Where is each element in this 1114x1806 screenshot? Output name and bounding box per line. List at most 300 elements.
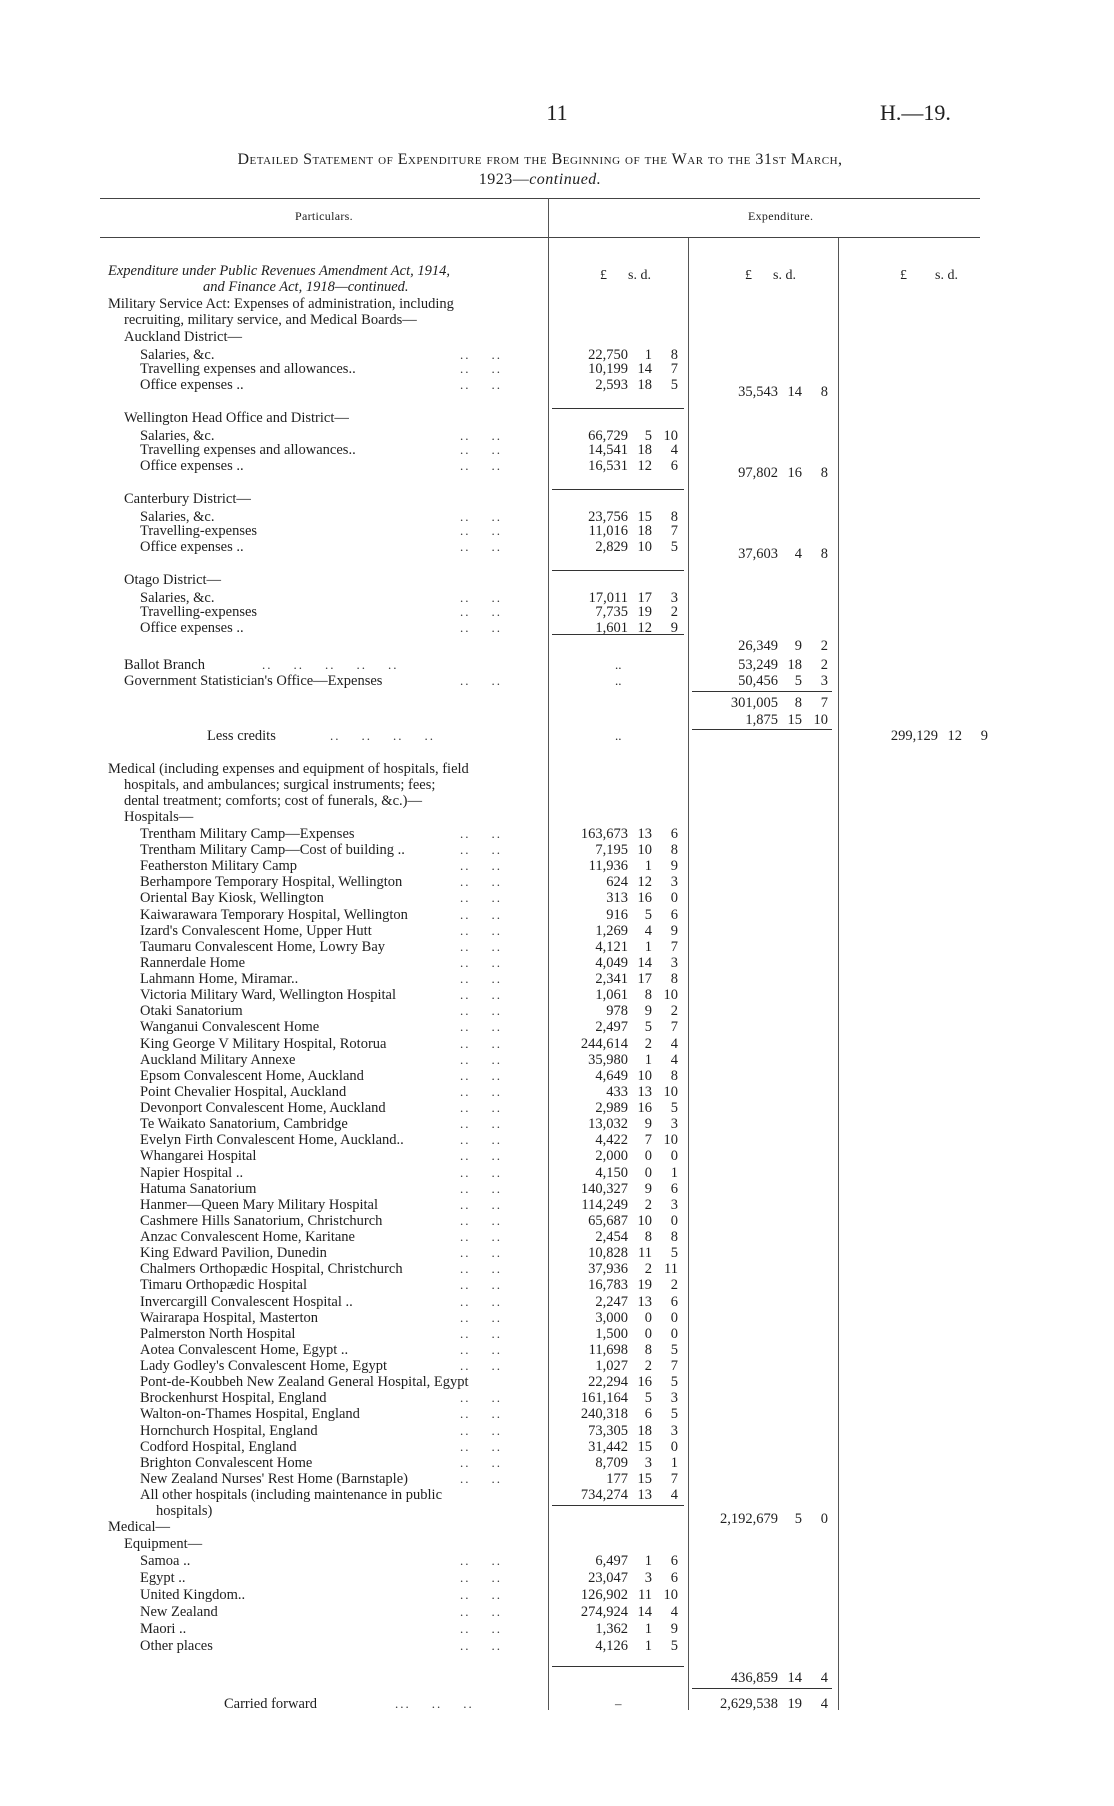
shillings: 15 (637, 509, 652, 525)
hospital-label: Victoria Military Ward, Wellington Hospital (140, 987, 397, 1003)
act-heading-text: Expenditure under Public Revenues Amendment Act, 1914, (108, 263, 450, 279)
pounds: 274,924 (580, 1604, 628, 1620)
leader-dots: .. .. (460, 1036, 502, 1051)
shillings: 8 (794, 695, 802, 711)
item-label: Office expenses .. (140, 539, 244, 555)
pounds: 1,027 (595, 1358, 628, 1374)
pounds: 2,341 (595, 971, 628, 987)
equipment-label-row (0, 1536, 1114, 1552)
shillings: 14 (637, 361, 652, 377)
hospital-label: Hatuma Sanatorium (140, 1181, 257, 1197)
shillings: 1 (644, 1052, 652, 1068)
pounds: 8,709 (595, 1455, 628, 1471)
hospital-label: Wairarapa Hospital, Masterton (140, 1310, 319, 1326)
shillings: 15 (637, 1439, 652, 1455)
shillings: 4 (644, 923, 652, 939)
pounds: 161,164 (580, 1390, 628, 1406)
medical-heading-text: dental treatment; comforts; cost of funerals, &c.)— (124, 793, 422, 809)
pounds: 97,802 (738, 465, 778, 481)
item-label: Salaries, &c. (140, 590, 215, 606)
shillings: 0 (644, 1310, 652, 1326)
pounds: 4,649 (595, 1068, 628, 1084)
pence: 3 (670, 874, 678, 890)
leader-dots: .. .. (460, 361, 502, 376)
leader-dots: .. .. (460, 1604, 502, 1619)
shillings: 18 (637, 1423, 652, 1439)
military-service-line-2 (0, 312, 1114, 328)
equipment-sum-rule (552, 1666, 684, 1667)
shillings: 15 (787, 712, 802, 728)
pounds: 163,673 (580, 826, 628, 842)
hospital-row (0, 1245, 1114, 1261)
leader-dots: .. .. (460, 1100, 502, 1115)
shillings: 1 (644, 1638, 652, 1654)
medical-heading-line-3 (0, 793, 1114, 809)
hospital-row (0, 1277, 1114, 1293)
leader-dots: .. .. (460, 1310, 502, 1325)
hospital-label: Te Waikato Sanatorium, Cambridge (140, 1116, 348, 1132)
leader-dots: .. .. (460, 907, 502, 922)
hospital-label: Rannerdale Home (140, 955, 246, 971)
hospital-row (0, 1374, 1114, 1390)
shillings: 14 (787, 384, 802, 400)
shillings: 12 (637, 458, 652, 474)
hospital-label: Kaiwarawara Temporary Hospital, Wellington (140, 907, 408, 923)
hospital-label: Napier Hospital .. (140, 1165, 244, 1181)
item-label: Travelling expenses and allowances.. (140, 361, 356, 377)
pence: 5 (670, 1342, 678, 1358)
pence: 11 (664, 1261, 678, 1277)
header-top-rule (100, 198, 980, 199)
pounds: 2,989 (595, 1100, 628, 1116)
medical-label: Medical— (108, 1519, 171, 1535)
leader-dots: .. .. (460, 1326, 502, 1341)
pounds: 10,199 (588, 361, 628, 377)
leader-dots: .. .. (460, 1294, 502, 1309)
pence: 9 (670, 923, 678, 939)
shillings: 1 (644, 1621, 652, 1637)
sum-rule (552, 570, 684, 571)
hospital-label: Otaki Sanatorium (140, 1003, 243, 1019)
hospital-label: Trentham Military Camp—Expenses (140, 826, 355, 842)
leader-dots: .. .. (460, 458, 502, 473)
hospital-row (0, 1116, 1114, 1132)
pounds: 2,192,679 (720, 1511, 778, 1527)
particulars-column-header: Particulars. (295, 209, 353, 223)
hospital-label: Wanganui Convalescent Home (140, 1019, 320, 1035)
pounds: 177 (606, 1471, 628, 1487)
pounds: 1,601 (595, 620, 628, 636)
hospital-label-continued: hospitals) (156, 1503, 213, 1519)
hospital-row (0, 1019, 1114, 1035)
pounds: 35,980 (588, 1052, 628, 1068)
pence: 10 (663, 1084, 678, 1100)
shillings: 17 (637, 590, 652, 606)
credits-rule (692, 729, 832, 730)
hospital-label: Walton-on-Thames Hospital, England (140, 1406, 360, 1422)
hospital-label: Epsom Convalescent Home, Auckland (140, 1068, 364, 1084)
leader-dots: .. .. (460, 987, 502, 1002)
pence: 5 (670, 539, 678, 555)
shillings: 5 (644, 907, 652, 923)
leader-dots: .. .. (460, 1587, 502, 1602)
shillings: 16 (637, 1374, 652, 1390)
pounds: 2,497 (595, 1019, 628, 1035)
equipment-row (0, 1570, 1114, 1586)
leader-dots: .. .. (460, 1165, 502, 1180)
blank-marker: .. (615, 728, 622, 743)
pound-sign: £ (900, 268, 907, 283)
hospital-row (0, 1036, 1114, 1052)
leader-dots: .. .. (460, 604, 502, 619)
hospitals-label: Hospitals— (124, 809, 194, 825)
pounds: 11,936 (588, 858, 628, 874)
hospital-row (0, 1068, 1114, 1084)
pence: 1 (670, 1165, 678, 1181)
leader-dots: .. .. (460, 842, 502, 857)
pence: 6 (670, 1553, 678, 1569)
shillings: 13 (637, 1084, 652, 1100)
shillings: 1 (644, 858, 652, 874)
hospital-label: King George V Military Hospital, Rotorua (140, 1036, 387, 1052)
hospital-row (0, 1390, 1114, 1406)
shillings: 10 (637, 1068, 652, 1084)
pounds: 26,349 (738, 638, 778, 654)
pounds: 37,936 (588, 1261, 628, 1277)
shillings: 10 (637, 1213, 652, 1229)
hospital-label: Evelyn Firth Convalescent Home, Auckland.. (140, 1132, 404, 1148)
pence: 10 (813, 712, 828, 728)
pounds: 65,687 (588, 1213, 628, 1229)
pounds: 53,249 (738, 657, 778, 673)
district-heading-row (0, 410, 1114, 426)
shillings: 19 (787, 1696, 802, 1712)
shilling-sign: s. (935, 268, 944, 283)
less-credits-row (0, 712, 1114, 728)
leader-dots: .. .. (460, 1019, 502, 1034)
shillings: 16 (637, 1100, 652, 1116)
hospital-row (0, 1052, 1114, 1068)
hospital-label: Chalmers Orthopædic Hospital, Christchurch (140, 1261, 403, 1277)
leader-dots: .. .. (460, 377, 502, 392)
pounds: 17,011 (588, 590, 628, 606)
pence: 10 (663, 428, 678, 444)
district-heading-row (0, 572, 1114, 588)
hospital-row (0, 1100, 1114, 1116)
pence: 10 (663, 1132, 678, 1148)
pounds: 73,305 (588, 1423, 628, 1439)
leader-dots: .. .. (460, 1471, 502, 1486)
carried-forward-label: Carried forward (224, 1696, 317, 1712)
shilling-sign: s. (628, 268, 637, 283)
pence: 5 (670, 1374, 678, 1390)
leader-dots: .. .. (460, 1213, 502, 1228)
leader-dots: ... .. .. (395, 1696, 474, 1711)
pence: 10 (663, 987, 678, 1003)
shillings: 5 (644, 1019, 652, 1035)
hospital-label: Brighton Convalescent Home (140, 1455, 313, 1471)
leader-dots: .. .. (460, 1003, 502, 1018)
pounds: 4,121 (595, 939, 628, 955)
pounds: 4,126 (595, 1638, 628, 1654)
shillings: 15 (637, 1471, 652, 1487)
pounds: 1,269 (595, 923, 628, 939)
leader-dots: .. .. (460, 1423, 502, 1438)
pence: 3 (820, 673, 828, 689)
hospital-row (0, 971, 1114, 987)
pence: 9 (670, 858, 678, 874)
item-label: Travelling expenses and allowances.. (140, 442, 356, 458)
hospital-row (0, 1181, 1114, 1197)
pounds: 14,541 (588, 442, 628, 458)
equipment-label: Samoa .. (140, 1553, 191, 1569)
leader-dots: .. .. (460, 539, 502, 554)
pence: 3 (670, 1197, 678, 1213)
leader-dots: .. .. (460, 1358, 502, 1373)
leader-dots: .. .. (460, 620, 502, 635)
leader-dots: .. .. (460, 442, 502, 457)
leader-dots: .. .. (460, 1553, 502, 1568)
hospital-row (0, 842, 1114, 858)
leader-dots: .. .. (460, 955, 502, 970)
header-bottom-rule (100, 237, 980, 238)
pounds: 299,129 (890, 728, 938, 744)
hospital-label: Pont-de-Koubbeh New Zealand General Hospital, Egypt (140, 1374, 469, 1390)
shillings: 9 (644, 1003, 652, 1019)
hospital-label: Berhampore Temporary Hospital, Wellington (140, 874, 403, 890)
pounds: 1,362 (595, 1621, 628, 1637)
pence: 7 (670, 361, 678, 377)
sum-rule (552, 489, 684, 490)
pence: 0 (670, 1148, 678, 1164)
district-name: Wellington Head Office and District— (124, 410, 349, 426)
leader-dots: .. .. (460, 1229, 502, 1244)
pounds: 37,603 (738, 546, 778, 562)
shillings: 0 (644, 1165, 652, 1181)
statement-title (100, 150, 980, 190)
pounds: 7,735 (595, 604, 628, 620)
hospital-row (0, 923, 1114, 939)
title-continued: continued. (529, 171, 602, 188)
leader-dots: .. .. (460, 590, 502, 605)
shillings: 1 (644, 1553, 652, 1569)
pence: 8 (670, 971, 678, 987)
pounds: 1,500 (595, 1326, 628, 1342)
hospitals-label-row (0, 809, 1114, 825)
leader-dots: .. .. (460, 1197, 502, 1212)
equipment-label: Equipment— (124, 1536, 203, 1552)
pence: 0 (670, 890, 678, 906)
carried-forward-rule (692, 1688, 832, 1689)
act-heading-line-2 (0, 279, 1114, 295)
shillings: 10 (637, 539, 652, 555)
pence: 7 (670, 1358, 678, 1374)
pounds: 240,318 (580, 1406, 628, 1422)
pounds: 140,327 (580, 1181, 628, 1197)
pence: 0 (670, 1439, 678, 1455)
hospital-label: Taumaru Convalescent Home, Lowry Bay (140, 939, 386, 955)
leader-dots: .. .. (460, 1116, 502, 1131)
pence: 4 (670, 1036, 678, 1052)
shillings: 6 (644, 1406, 652, 1422)
pence: 9 (670, 1621, 678, 1637)
military-service-text: Military Service Act: Expenses of administration, including (108, 296, 454, 312)
pence: 0 (670, 1213, 678, 1229)
pounds: 2,593 (595, 377, 628, 393)
shillings: 9 (794, 638, 802, 654)
hospital-label: Lady Godley's Convalescent Home, Egypt (140, 1358, 388, 1374)
pounds: 2,829 (595, 539, 628, 555)
hospital-row (0, 1342, 1114, 1358)
leader-dots: .. .. (460, 923, 502, 938)
pounds: 978 (606, 1003, 628, 1019)
leader-dots: .. .. (460, 1570, 502, 1585)
sum-rule (552, 408, 684, 409)
hospital-row (0, 1213, 1114, 1229)
shillings: 2 (644, 1358, 652, 1374)
leader-dots: .. .. (460, 673, 502, 688)
equipment-label: Other places (140, 1638, 213, 1654)
pence: 2 (820, 638, 828, 654)
shillings: 7 (644, 1132, 652, 1148)
hospital-label: Oriental Bay Kiosk, Wellington (140, 890, 324, 906)
pounds: 244,614 (580, 1036, 628, 1052)
pence: 6 (670, 1181, 678, 1197)
item-label: Office expenses .. (140, 458, 244, 474)
shillings: 1 (644, 939, 652, 955)
hospital-row (0, 826, 1114, 842)
statistician-label: Government Statistician's Office—Expenses (124, 673, 383, 689)
pence: 4 (670, 1052, 678, 1068)
shillings: 8 (644, 1342, 652, 1358)
pounds: 16,783 (588, 1277, 628, 1293)
item-label: Salaries, &c. (140, 347, 215, 363)
shillings: 14 (787, 1670, 802, 1686)
hospital-label: Trentham Military Camp—Cost of building .. (140, 842, 405, 858)
pounds: 301,005 (730, 695, 778, 711)
pence: 8 (670, 347, 678, 363)
pence: 5 (670, 1406, 678, 1422)
leader-dots: .. .. (460, 971, 502, 986)
shillings: 13 (637, 1294, 652, 1310)
shillings: 5 (644, 1390, 652, 1406)
hospital-row (0, 1471, 1114, 1487)
hospital-row (0, 1294, 1114, 1310)
equipment-label: New Zealand (140, 1604, 218, 1620)
leader-dots: .. .. (460, 1638, 502, 1653)
pence: 5 (670, 1100, 678, 1116)
blank-marker: .. (615, 657, 622, 672)
pence: 3 (670, 1390, 678, 1406)
hospital-label: All other hospitals (including maintenance in public (140, 1487, 443, 1503)
shillings: 8 (644, 987, 652, 1003)
pence: 8 (670, 1068, 678, 1084)
hospital-row (0, 955, 1114, 971)
pence: 0 (670, 1310, 678, 1326)
sum-rule (552, 634, 684, 635)
hospital-label: Featherston Military Camp (140, 858, 298, 874)
pounds: 436,859 (730, 1670, 778, 1686)
pounds: 734,274 (580, 1487, 628, 1503)
shillings: 18 (637, 523, 652, 539)
shillings: 11 (638, 1245, 652, 1261)
title-line-1: Detailed Statement of Expenditure from the Beginning of the War to the 31st March, (237, 151, 843, 168)
leader-dots: .. .. (460, 826, 502, 841)
leader-dots: .. .. (460, 1439, 502, 1454)
pence: 6 (670, 1294, 678, 1310)
hospital-row (0, 1326, 1114, 1342)
pence: 2 (820, 657, 828, 673)
hospital-row (0, 1310, 1114, 1326)
shillings: 0 (644, 1326, 652, 1342)
shillings: 14 (637, 1604, 652, 1620)
district-item-row (0, 604, 1114, 620)
hospital-label: Aotea Convalescent Home, Egypt .. (140, 1342, 349, 1358)
hospital-row (0, 1148, 1114, 1164)
item-label: Salaries, &c. (140, 428, 215, 444)
district-total-row (0, 465, 1114, 481)
shillings: 9 (644, 1116, 652, 1132)
shillings: 18 (787, 657, 802, 673)
pounds: 31,442 (588, 1439, 628, 1455)
shillings: 18 (637, 377, 652, 393)
pence: 9 (670, 620, 678, 636)
shillings: 11 (638, 1587, 652, 1603)
carried-forward-row (0, 1696, 1114, 1712)
district-item-row (0, 442, 1114, 458)
pence: 7 (670, 1471, 678, 1487)
district-name: Otago District— (124, 572, 222, 588)
district-heading-row (0, 491, 1114, 507)
district-heading-row (0, 329, 1114, 345)
leader-dots: .. .. (460, 1261, 502, 1276)
pounds: 2,454 (595, 1229, 628, 1245)
leader-dots: .. .. (460, 890, 502, 905)
shillings: 12 (637, 620, 652, 636)
item-label: Salaries, &c. (140, 509, 215, 525)
equipment-row (0, 1638, 1114, 1654)
leader-dots: .. .. (460, 1245, 502, 1260)
shillings: 16 (787, 465, 802, 481)
pence: 8 (670, 1229, 678, 1245)
pounds: 11,016 (588, 523, 628, 539)
hospital-label: Lahmann Home, Miramar.. (140, 971, 299, 987)
pounds: 22,750 (588, 347, 628, 363)
shillings: 10 (637, 842, 652, 858)
pence: 4 (820, 1696, 828, 1712)
hospital-label: Auckland Military Annexe (140, 1052, 296, 1068)
hospital-row (0, 858, 1114, 874)
shillings: 3 (644, 1570, 652, 1586)
equipment-row (0, 1553, 1114, 1569)
hospital-row (0, 1406, 1114, 1422)
hospital-row (0, 1003, 1114, 1019)
equipment-label: United Kingdom.. (140, 1587, 246, 1603)
shillings: 2 (644, 1261, 652, 1277)
pounds: 2,000 (595, 1148, 628, 1164)
pence: 5 (670, 1638, 678, 1654)
leader-dots: .. .. (460, 1621, 502, 1636)
item-label: Travelling-expenses (140, 604, 258, 620)
pound-sign: £ (745, 268, 752, 283)
pence: 7 (670, 523, 678, 539)
medical-heading-line-1 (0, 761, 1114, 777)
pence: 7 (670, 939, 678, 955)
pence: 3 (670, 1116, 678, 1132)
pence: 3 (670, 955, 678, 971)
hospital-row (0, 1439, 1114, 1455)
shillings: 13 (637, 826, 652, 842)
